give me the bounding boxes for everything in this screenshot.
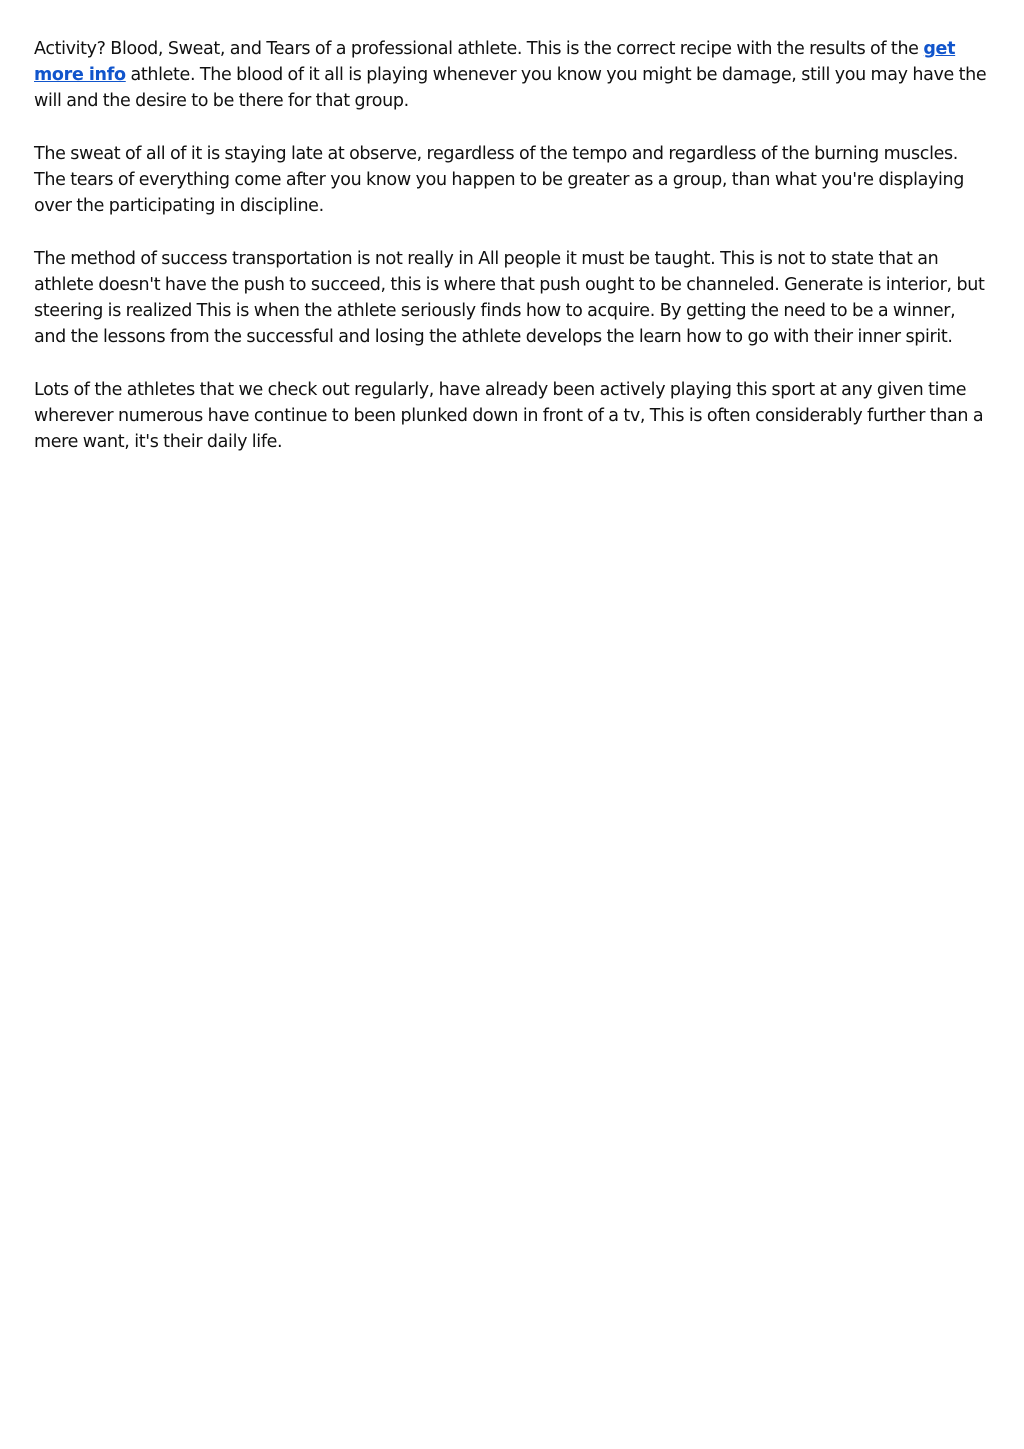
paragraph-1-text-before-link: Activity? Blood, Sweat, and Tears of a professional athlete. This is the correct recipe with the results of the bbox=[34, 39, 924, 59]
get-more-info-link[interactable]: get more info bbox=[34, 39, 956, 85]
paragraph-1-text-after-link: athlete. The blood of it all is playing whenever you know you might be damage, still you may have the will and the desire to be there for that group. bbox=[34, 65, 987, 111]
paragraph-3: The method of success transportation is not really in All people it must be taught. This is not to state that an athlete doesn't have the push to succeed, this is where that push ought to be channeled. Generate is interior, but steering is realized This is when the athlete seriously finds how to acquire. By getting the need to be a winner, and the lessons from the successful and losing the athlete develops the learn how to go with their inner spirit. bbox=[34, 249, 985, 347]
paragraph-4: Lots of the athletes that we check out regularly, have already been actively playing this sport at any given time wherever numerous have continue to been plunked down in front of a tv, This is often considerably further than a mere want, it's their daily life. bbox=[34, 380, 984, 452]
paragraph-2: The sweat of all of it is staying late at observe, regardless of the tempo and regardless of the burning muscles. The tears of everything come after you know you happen to be greater as a group, than what you're displaying over the participating in discipline. bbox=[34, 144, 965, 216]
paragraph-1 bbox=[34, 36, 990, 114]
document-body bbox=[34, 36, 990, 482]
